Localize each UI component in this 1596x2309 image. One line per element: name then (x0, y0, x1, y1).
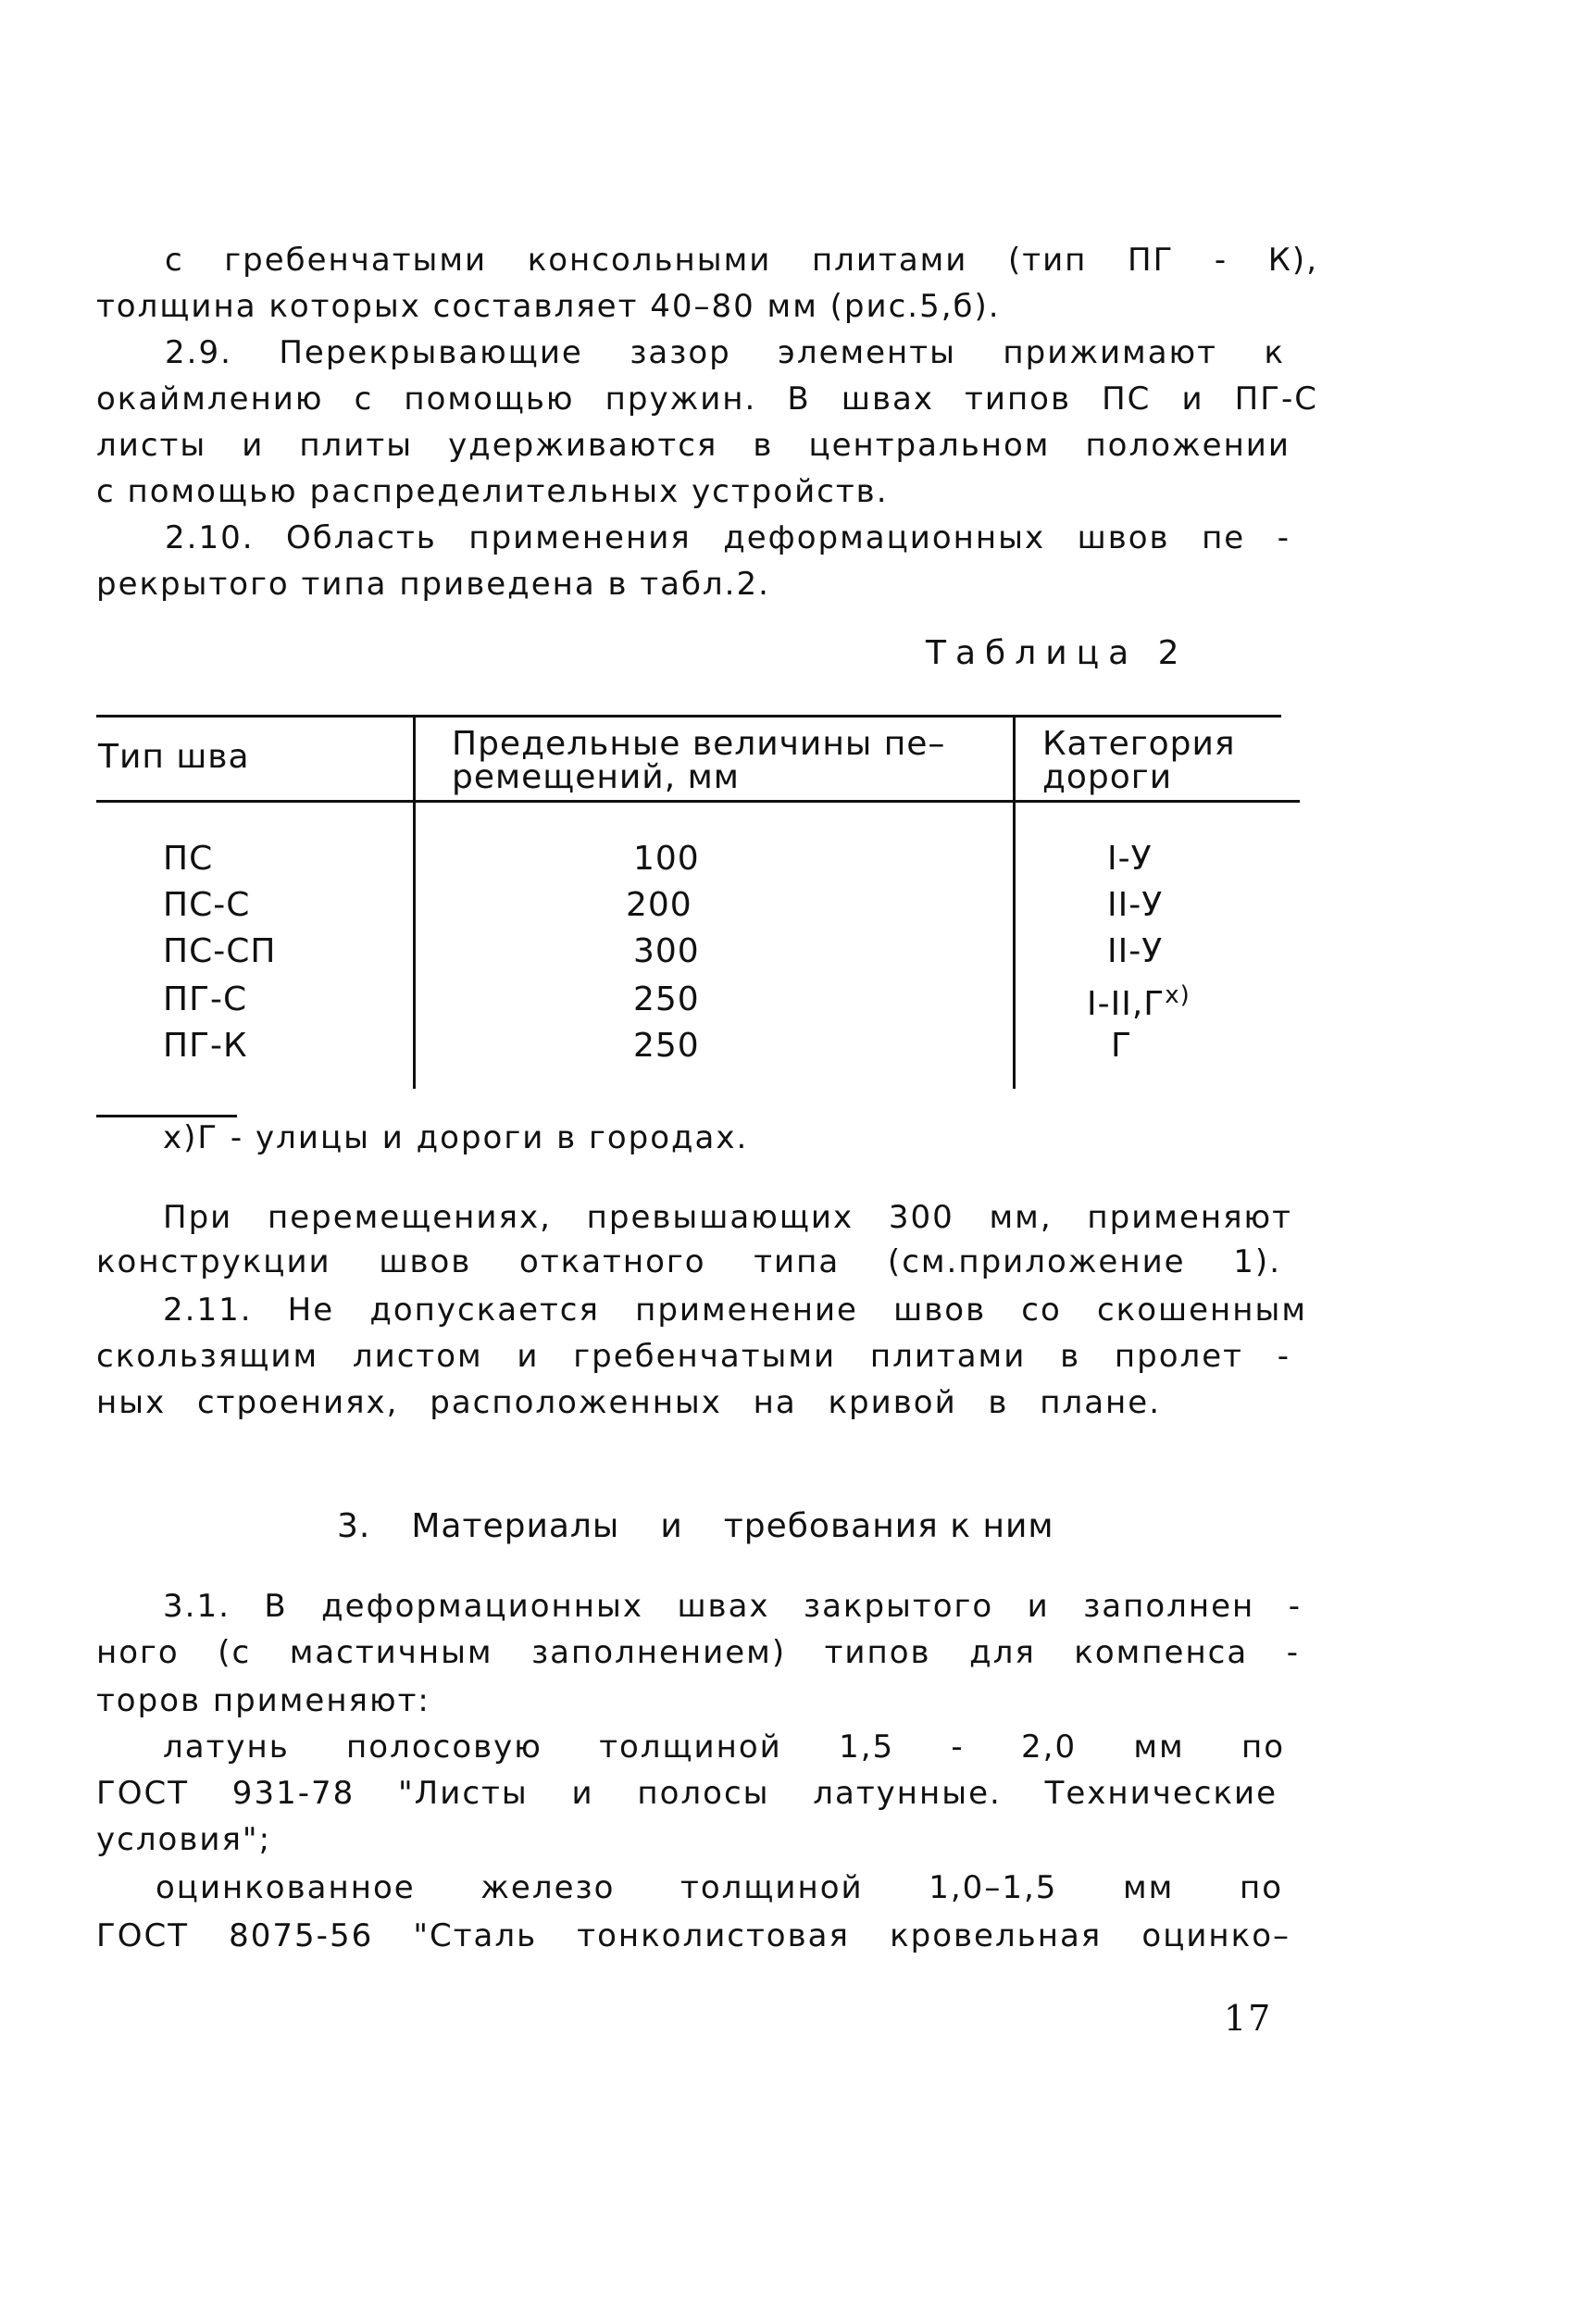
text-line: 2.10. Область применения деформационных швов пе - (165, 519, 1291, 556)
text-line: условия"; (96, 1821, 272, 1858)
text-line: ГОСТ 931-78 "Листы и полосы латунные. Технические (96, 1775, 1278, 1812)
cell-displacement: 100 (633, 840, 700, 878)
table-footnote: х)Г - улицы и дороги в городах. (163, 1119, 749, 1156)
cell-category: II-У (1107, 886, 1164, 924)
text-line: окаймлению с помощью пружин. В швах типов ПС и ПГ-С (96, 381, 1318, 418)
footnote-mark: х) (1165, 981, 1191, 1009)
cell-displacement: 250 (633, 980, 700, 1018)
footnote-rule (96, 1115, 237, 1117)
text-line: 2.9. Перекрывающие зазор элементы прижимают к (165, 334, 1285, 371)
cell-joint-type: ПГ-С (163, 980, 248, 1018)
section-number: 3. (337, 1507, 371, 1545)
text-line: латунь полосовую толщиной 1,5 - 2,0 мм по (163, 1729, 1285, 1766)
table-column-divider (1013, 715, 1016, 1089)
table-header-displacement: Предельные величины пе– (452, 725, 946, 763)
text-line: ного (с мастичным заполнением) типов для компенса - (96, 1634, 1300, 1671)
cell-joint-type: ПС-С (163, 886, 251, 924)
text-line: с гребенчатыми консольными плитами (тип ПГ - К), (165, 242, 1318, 279)
text-line: 2.11. Не допускается применение швов со скошенным (163, 1292, 1307, 1329)
table-header-category: Категория (1042, 725, 1236, 763)
table-header-displacement: ремещений, мм (452, 758, 740, 796)
text-line: рекрытого типа приведена в табл.2. (96, 566, 770, 603)
text-line: ГОСТ 8075-56 "Сталь тонколистовая кровельная оцинко– (96, 1917, 1291, 1954)
cell-displacement: 200 (626, 886, 692, 924)
text-line: оцинкованное железо толщиной 1,0–1,5 мм по (156, 1869, 1283, 1906)
section-word: и (660, 1507, 683, 1545)
table-top-rule (96, 715, 1281, 718)
text-line: ных строениях, расположенных на кривой в плане. (96, 1384, 1161, 1421)
cell-category: II-У (1107, 932, 1164, 970)
cell-displacement: 300 (633, 932, 700, 970)
text-line: торов применяют: (96, 1682, 430, 1719)
text-line: 3.1. В деформационных швах закрытого и заполнен - (163, 1588, 1302, 1625)
section-word: Материалы (411, 1507, 620, 1545)
cell-category (1087, 983, 1191, 1021)
table-header-rule (96, 800, 1300, 803)
section-title-rest: требования к ним (723, 1507, 1054, 1545)
table-caption: Таблица 2 (926, 634, 1189, 672)
text-line: скользящим листом и гребенчатыми плитами в пролет - (96, 1338, 1291, 1375)
table-header-category: дороги (1042, 758, 1173, 796)
text-line: конструкции швов откатного типа (см.приложение 1). (96, 1243, 1281, 1280)
table-column-divider (413, 715, 416, 1089)
category-value: I-II,Г (1087, 985, 1166, 1023)
cell-joint-type: ПС (163, 840, 214, 878)
section-heading (337, 1507, 1054, 1545)
cell-joint-type: ПГ-К (163, 1027, 248, 1065)
text-line: При перемещениях, превышающих 300 мм, применяют (163, 1199, 1292, 1236)
cell-category: Г (1111, 1027, 1132, 1065)
text-line: с помощью распределительных устройств. (96, 473, 889, 510)
cell-displacement: 250 (633, 1027, 700, 1065)
page-number: 17 (1224, 1998, 1273, 2039)
cell-joint-type: ПС-СП (163, 932, 277, 970)
text-line: листы и плиты удерживаются в центральном положении (96, 427, 1291, 464)
text-line: толщина которых составляет 40–80 мм (рис.5,б). (96, 288, 1001, 325)
table-header-type: Тип шва (98, 738, 250, 776)
cell-category: I-У (1107, 840, 1153, 878)
